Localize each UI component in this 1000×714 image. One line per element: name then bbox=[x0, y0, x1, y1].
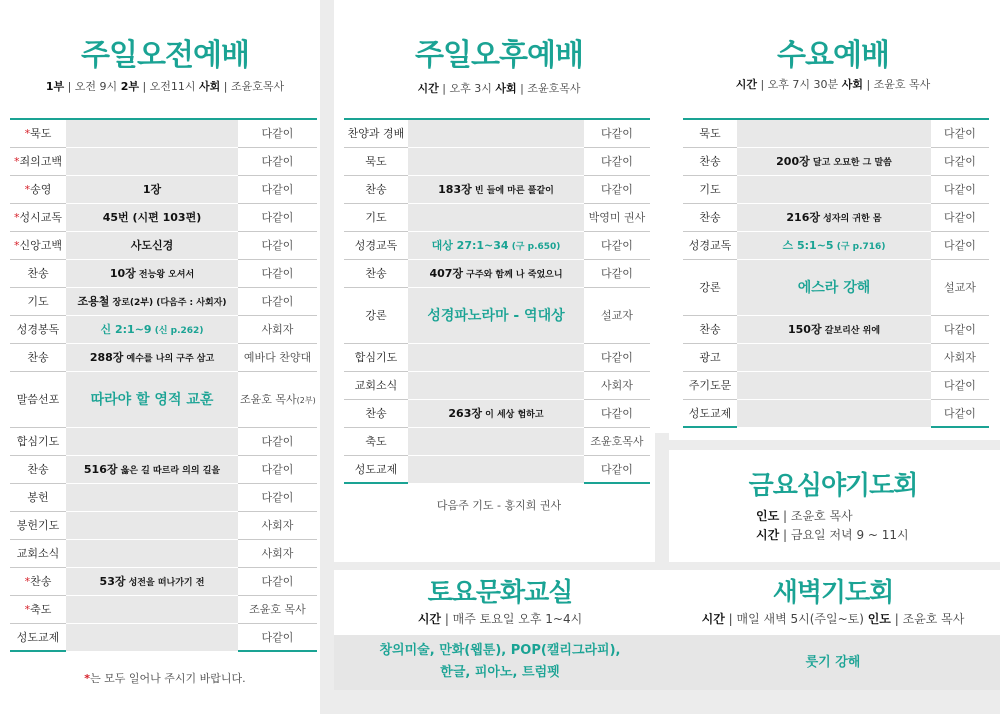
order-item-leader: 다같이 bbox=[931, 119, 989, 147]
order-item-content bbox=[408, 119, 584, 147]
order-item-content: 53장 성전을 떠나가기 전 bbox=[66, 567, 238, 595]
order-row bbox=[344, 455, 650, 483]
order-item-label: *신앙고백 bbox=[10, 231, 66, 259]
order-item-leader: 다같이 bbox=[238, 287, 317, 315]
subtitle-label: 사회 bbox=[199, 80, 221, 93]
order-item-leader: 다같이 bbox=[238, 427, 317, 455]
subtitle-value: | 조윤호 목사 bbox=[862, 78, 931, 91]
order-item-content: 216장 성자의 귀한 몸 bbox=[737, 203, 931, 231]
order-row bbox=[10, 147, 317, 175]
order-item-leader: 조윤호 목사 bbox=[238, 595, 317, 623]
order-item-content bbox=[66, 427, 238, 455]
order-row bbox=[344, 259, 650, 287]
order-item-content bbox=[408, 371, 584, 399]
order-item-leader: 다같이 bbox=[584, 147, 650, 175]
order-item-content bbox=[66, 483, 238, 511]
order-item-content: 에스라 강해 bbox=[737, 259, 931, 315]
order-item-leader: 다같이 bbox=[238, 483, 317, 511]
order-item-label: 기도 bbox=[683, 175, 737, 203]
afternoon-order-table bbox=[344, 118, 650, 484]
order-item-content bbox=[737, 175, 931, 203]
order-item-label: 성도교제 bbox=[344, 455, 408, 483]
afternoon-title: 주일오후예배 bbox=[415, 38, 583, 73]
saturday-class-topics: 창의미술, 만화(웹툰), POP(캘리그라피), 한글, 피아노, 트럼펫 bbox=[379, 643, 621, 680]
order-item-label: 성경봉독 bbox=[10, 315, 66, 343]
wednesday-title: 수요예배 bbox=[777, 38, 889, 73]
order-item-leader: 예바다 찬양대 bbox=[238, 343, 317, 371]
order-item-leader: 다같이 bbox=[931, 371, 989, 399]
order-item-content: 516장 옳은 길 따르라 의의 길을 bbox=[66, 455, 238, 483]
subtitle-value: | 조윤호목사 bbox=[220, 80, 285, 93]
order-row bbox=[683, 259, 989, 315]
order-item-label: 기도 bbox=[10, 287, 66, 315]
order-item-content bbox=[66, 511, 238, 539]
order-item-content: 263장 이 세상 험하고 bbox=[408, 399, 584, 427]
order-item-label: 축도 bbox=[344, 427, 408, 455]
order-item-leader: 다같이 bbox=[238, 175, 317, 203]
order-item-leader: 다같이 bbox=[238, 623, 317, 651]
order-row bbox=[10, 427, 317, 455]
order-item-content bbox=[737, 399, 931, 427]
order-row bbox=[10, 455, 317, 483]
order-item-leader: 다같이 bbox=[238, 147, 317, 175]
order-item-leader: 다같이 bbox=[238, 231, 317, 259]
subtitle-label: 사회 bbox=[841, 78, 863, 91]
order-item-leader: 다같이 bbox=[584, 231, 650, 259]
dawn-title: 새벽기도회 bbox=[772, 578, 894, 608]
order-item-label: *찬송 bbox=[10, 567, 66, 595]
order-item-content: 신 2:1~9 (신 p.262) bbox=[66, 315, 238, 343]
order-item-label: 찬송 bbox=[344, 175, 408, 203]
order-item-leader: 조윤호 목사(2부) bbox=[238, 371, 317, 427]
order-item-leader: 다같이 bbox=[931, 175, 989, 203]
order-row bbox=[10, 511, 317, 539]
order-item-leader: 다같이 bbox=[584, 399, 650, 427]
subtitle-value: | 조윤호목사 bbox=[516, 82, 581, 95]
order-row bbox=[10, 623, 317, 651]
order-row bbox=[344, 427, 650, 455]
order-item-label: 성경교독 bbox=[344, 231, 408, 259]
morning-title: 주일오전예배 bbox=[81, 38, 249, 73]
order-item-content bbox=[66, 623, 238, 651]
order-item-label: 말씀선포 bbox=[10, 371, 66, 427]
order-row bbox=[10, 343, 317, 371]
subtitle-value: | 오전 9시 bbox=[64, 80, 121, 93]
order-item-content: 스 5:1~5 (구 p.716) bbox=[737, 231, 931, 259]
order-item-leader: 다같이 bbox=[584, 119, 650, 147]
order-row bbox=[10, 371, 317, 427]
order-row bbox=[683, 203, 989, 231]
order-item-leader: 설교자 bbox=[584, 287, 650, 343]
order-item-content: 183장 빈 들에 마른 풀같이 bbox=[408, 175, 584, 203]
order-row bbox=[344, 343, 650, 371]
order-row bbox=[344, 147, 650, 175]
order-item-label: 교회소식 bbox=[10, 539, 66, 567]
order-row bbox=[683, 119, 989, 147]
order-item-leader: 다같이 bbox=[931, 203, 989, 231]
order-row bbox=[683, 371, 989, 399]
dawn-study-topic: 룻기 강해 bbox=[805, 655, 861, 670]
subtitle-label: 2부 bbox=[120, 80, 139, 93]
morning-order-table bbox=[10, 118, 317, 652]
friday-title: 금요심야기도회 bbox=[748, 471, 918, 501]
order-item-content: 45번 (시편 103편) bbox=[66, 203, 238, 231]
order-item-label: 강론 bbox=[344, 287, 408, 343]
order-item-leader: 다같이 bbox=[584, 175, 650, 203]
order-item-content: 200장 달고 오묘한 그 말씀 bbox=[737, 147, 931, 175]
order-item-label: 성도교제 bbox=[683, 399, 737, 427]
order-item-content bbox=[737, 371, 931, 399]
order-item-label: *죄의고백 bbox=[10, 147, 66, 175]
order-item-label: *축도 bbox=[10, 595, 66, 623]
order-row bbox=[10, 287, 317, 315]
order-item-label: 찬송 bbox=[683, 203, 737, 231]
wednesday-order-table bbox=[683, 118, 989, 428]
order-item-leader: 다같이 bbox=[931, 315, 989, 343]
subtitle-label: 사회 bbox=[495, 82, 517, 95]
order-item-label: 강론 bbox=[683, 259, 737, 315]
order-item-content bbox=[737, 343, 931, 371]
subtitle-value: | 오전11시 bbox=[138, 80, 200, 93]
order-item-label: 찬송 bbox=[683, 147, 737, 175]
order-item-label: 광고 bbox=[683, 343, 737, 371]
order-row bbox=[683, 175, 989, 203]
gray-band-horizontal bbox=[334, 562, 1000, 570]
order-item-content: 성경파노라마 - 역대상 bbox=[408, 287, 584, 343]
gray-band-bottom bbox=[334, 690, 1000, 714]
morning-subtitle bbox=[10, 78, 320, 94]
order-row bbox=[10, 175, 317, 203]
order-row bbox=[10, 259, 317, 287]
order-item-label: *송영 bbox=[10, 175, 66, 203]
order-item-leader: 다같이 bbox=[931, 231, 989, 259]
afternoon-subtitle bbox=[334, 80, 664, 96]
order-item-content: 1장 bbox=[66, 175, 238, 203]
order-item-content bbox=[66, 147, 238, 175]
order-item-leader: 다같이 bbox=[238, 567, 317, 595]
order-row bbox=[344, 399, 650, 427]
order-item-leader: 사회자 bbox=[584, 371, 650, 399]
order-item-label: 찬송 bbox=[344, 259, 408, 287]
order-item-leader: 다같이 bbox=[584, 343, 650, 371]
order-row bbox=[683, 147, 989, 175]
order-item-label: 성도교제 bbox=[10, 623, 66, 651]
order-item-label: 묵도 bbox=[683, 119, 737, 147]
order-item-label: 묵도 bbox=[344, 147, 408, 175]
subtitle-label: 시간 bbox=[735, 78, 757, 91]
order-item-label: 찬송 bbox=[10, 259, 66, 287]
order-row bbox=[344, 287, 650, 343]
order-row bbox=[10, 203, 317, 231]
order-item-label: 봉헌 bbox=[10, 483, 66, 511]
gray-band-right bbox=[666, 440, 1000, 450]
order-row bbox=[10, 231, 317, 259]
order-item-label: 성경교독 bbox=[683, 231, 737, 259]
order-item-content: 따라야 할 영적 교훈 bbox=[66, 371, 238, 427]
order-item-label: 찬양과 경배 bbox=[344, 119, 408, 147]
order-item-content bbox=[66, 595, 238, 623]
subtitle-label: 시간 bbox=[417, 82, 439, 95]
order-row bbox=[683, 343, 989, 371]
order-row bbox=[344, 203, 650, 231]
order-item-content: 407장 구주와 함께 나 죽었으니 bbox=[408, 259, 584, 287]
order-item-content bbox=[408, 427, 584, 455]
order-item-content bbox=[737, 119, 931, 147]
saturday-time: 시간 | 매주 토요일 오후 1~4시 bbox=[417, 612, 583, 626]
order-item-label: 주기도문 bbox=[683, 371, 737, 399]
order-item-leader: 다같이 bbox=[238, 259, 317, 287]
order-item-label: 봉헌기도 bbox=[10, 511, 66, 539]
order-row bbox=[344, 119, 650, 147]
order-item-label: 합심기도 bbox=[344, 343, 408, 371]
order-item-leader: 설교자 bbox=[931, 259, 989, 315]
morning-note: *는 모두 일어나 주시기 바랍니다. bbox=[84, 672, 246, 685]
order-item-leader: 다같이 bbox=[238, 203, 317, 231]
order-item-content bbox=[408, 343, 584, 371]
order-item-leader: 박영미 권사 bbox=[584, 203, 650, 231]
saturday-title: 토요문화교실 bbox=[427, 578, 573, 608]
friday-leader: 인도 | 조윤호 목사 bbox=[756, 509, 853, 523]
friday-time: 시간 | 금요일 저녁 9 ~ 11시 bbox=[756, 528, 909, 542]
order-item-leader: 다같이 bbox=[238, 119, 317, 147]
order-item-content bbox=[408, 203, 584, 231]
order-item-leader: 사회자 bbox=[931, 343, 989, 371]
order-item-label: 찬송 bbox=[10, 343, 66, 371]
order-row bbox=[683, 315, 989, 343]
order-item-leader: 다같이 bbox=[584, 455, 650, 483]
order-row bbox=[683, 231, 989, 259]
order-item-leader: 다같이 bbox=[931, 399, 989, 427]
order-item-content: 150장 갈보리산 위에 bbox=[737, 315, 931, 343]
order-row bbox=[10, 315, 317, 343]
order-row bbox=[683, 399, 989, 427]
order-item-content bbox=[408, 147, 584, 175]
order-item-leader: 다같이 bbox=[931, 147, 989, 175]
subtitle-value: | 오후 7시 30분 bbox=[756, 78, 842, 91]
gray-divider-left bbox=[320, 0, 334, 714]
order-row bbox=[344, 231, 650, 259]
order-item-content: 10장 전능왕 오셔서 bbox=[66, 259, 238, 287]
order-row bbox=[10, 595, 317, 623]
order-item-label: 찬송 bbox=[10, 455, 66, 483]
order-row bbox=[10, 483, 317, 511]
order-item-content bbox=[408, 455, 584, 483]
order-item-leader: 사회자 bbox=[238, 315, 317, 343]
order-item-content bbox=[66, 539, 238, 567]
order-item-label: 기도 bbox=[344, 203, 408, 231]
order-row bbox=[10, 119, 317, 147]
order-item-leader: 사회자 bbox=[238, 539, 317, 567]
order-item-content: 288장 예수를 나의 구주 삼고 bbox=[66, 343, 238, 371]
afternoon-next-prayer: 다음주 기도 - 홍지희 권사 bbox=[436, 499, 562, 512]
order-item-content bbox=[66, 119, 238, 147]
order-item-label: *묵도 bbox=[10, 119, 66, 147]
order-row bbox=[10, 567, 317, 595]
order-item-label: 교회소식 bbox=[344, 371, 408, 399]
order-item-label: 찬송 bbox=[683, 315, 737, 343]
order-item-leader: 다같이 bbox=[584, 259, 650, 287]
order-item-content: 대상 27:1~34 (구 p.650) bbox=[408, 231, 584, 259]
wednesday-subtitle bbox=[666, 76, 1000, 92]
subtitle-label: 1부 bbox=[45, 80, 65, 93]
order-item-label: 찬송 bbox=[344, 399, 408, 427]
order-item-label: 합심기도 bbox=[10, 427, 66, 455]
order-row bbox=[344, 371, 650, 399]
dawn-info: 시간 | 매일 새벽 5시(주일~토) 인도 | 조윤호 목사 bbox=[701, 612, 965, 626]
order-item-label: *성시교독 bbox=[10, 203, 66, 231]
subtitle-value: | 오후 3시 bbox=[438, 82, 496, 95]
order-item-leader: 사회자 bbox=[238, 511, 317, 539]
order-item-content: 사도신경 bbox=[66, 231, 238, 259]
order-row bbox=[344, 175, 650, 203]
order-item-leader: 다같이 bbox=[238, 455, 317, 483]
order-item-content: 조용철 장로(2부) (다음주 : 사회자) bbox=[66, 287, 238, 315]
order-row bbox=[10, 539, 317, 567]
order-item-leader: 조윤호목사 bbox=[584, 427, 650, 455]
